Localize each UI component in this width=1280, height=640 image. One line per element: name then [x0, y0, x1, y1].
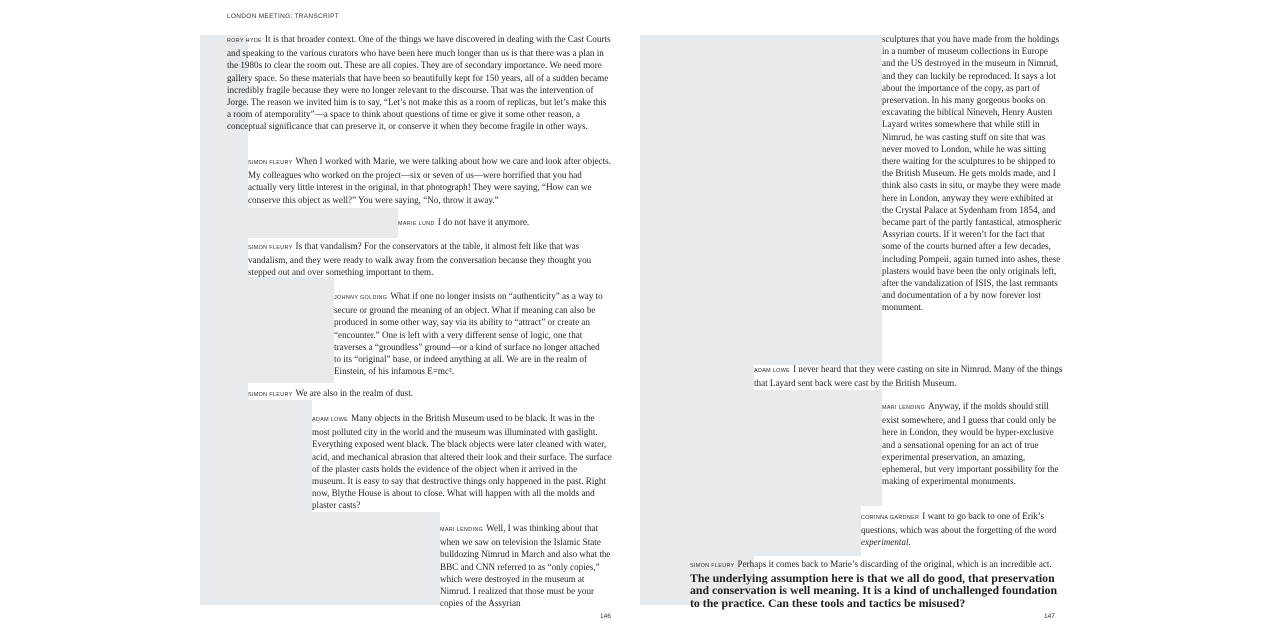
transcript-block: [312, 412, 612, 512]
speech-text: I never heard that they were casting on site in Nimrud. Many of the things that Layard sent back were cast by the British Museum.: [754, 364, 1063, 389]
running-head: LONDON MEETING: TRANSCRIPT: [227, 13, 340, 20]
speaker-name: RORY HYDE: [227, 38, 263, 44]
speaker-name: JOHNNY GOLDING: [334, 295, 388, 301]
transcript-block: [227, 33, 612, 133]
transcript-block: [861, 510, 1061, 549]
speech-text: Anyway, if the molds should still exist somewhere, and I guess that could only be here in London, they would be hyper-exclusive and a sensational opening for an act of true experimental preservation, an amazing, ephemeral, but very important possibility for the making of experimental monuments.: [882, 401, 1059, 487]
tint-panel: [312, 512, 440, 605]
transcript-block: [882, 400, 1062, 487]
speech-text: We are also in the realm of dust.: [295, 388, 413, 398]
tint-panel: [248, 208, 398, 238]
speech-text: I want to go back to one of Erik’s questions, which was about the forgetting of the word: [861, 511, 1057, 536]
speaker-name: ADAM LOWE: [754, 368, 791, 374]
speaker-name: MARI LENDING: [440, 527, 484, 533]
speaker-name: SIMON FLEURY: [248, 392, 293, 398]
pull-quote: The underlying assumption here is that we all do good, that preservation and conservation is well meaning. It is a kind of unchallenged foundation to the practice. Can these tools and tactics be misused?: [690, 571, 1058, 610]
speaker-name: SIMON FLEURY: [690, 563, 735, 569]
speech-text: Well, I was thinking about that when we saw on television the Islamic State bulldozing Nimrud in March and also what the BBC and CNN referred to as “only copies,” which were destroyed in the museum at Nimrud. I realized that those must be your copies of the Assyrian: [440, 523, 611, 609]
tint-panel: [640, 35, 882, 365]
tint-panel: [248, 400, 312, 605]
speaker-name: MARI LENDING: [882, 405, 926, 411]
speech-text: Is that vandalism? For the conservators at the table, it almost felt like that was vandalism, and they were ready to walk away from the conversation because they thought you stepped out and over something important to them.: [248, 241, 592, 278]
speaker-name: CORINNA GARDNER: [861, 515, 920, 521]
speaker-name: MARIE LUND: [398, 221, 435, 227]
speaker-name: SIMON FLEURY: [248, 245, 293, 251]
speech-text: Many objects in the British Museum used to be black. It was in the most polluted city in the world and the museum was illuminated with gaslight. Everything exposed went black. The black objects were later cleaned with water, acid, and mechanical abrasion that altered their look and their surface. The surface of the plaster casts holds the evidence of the object when it arrived in the museum. It is easy to say that destructive things only happened in the past. Right now, Blythe House is about to close. What will happen with all the molds and plaster casts?: [312, 413, 612, 511]
transcript-block: [248, 387, 612, 401]
transcript-block: [882, 33, 1062, 314]
tint-panel: [248, 277, 334, 383]
speaker-name: ADAM LOWE: [312, 417, 349, 423]
transcript-block: [248, 155, 612, 206]
speech-text: sculptures that you have made from the holdings in a number of museum collections in Europe and the US destroyed in the museum in Nimrud, and they can luckily be reproduced. It says a lot about the importance of the copy, as part of preservation. In his many gorgeous books on excavating the biblical Nineveh, Henry Austen Layard writes somewhere that while still in Nimrud, he was casting stuff on site that was never moved to London, while he was sitting there waiting for the sculptures to be shipped to the British Museum. He gets molds made, and I think also casts in situ, or maybe they were made here in London, anyway they were exhibited at the Crystal Palace at Sydenham from 1854, and became part of the partly fantastical, atmospheric Assyrian courts. If it weren’t for the fact that some of the courts burned after a few decades, including Pompeii, again turned into ashes, these plasters would have been the only originals left, after the vandalization of ISIS, the last remnants and documentation of a by now forever lost monument.: [882, 34, 1062, 313]
transcript-block: [248, 240, 612, 279]
emphasis-text: experimental.: [861, 537, 911, 548]
speaker-name: SIMON FLEURY: [248, 160, 293, 166]
tint-panel: [754, 506, 861, 556]
transcript-block: [690, 558, 1064, 609]
transcript-block: [334, 290, 608, 377]
speech-text: I do not have it anymore.: [437, 217, 530, 227]
transcript-block: [398, 216, 612, 230]
speech-text: When I worked with Marie, we were talking about how we care and look after objects. My colleagues who worked on the project—six or seven of us—were horrified that you had actually very little interest in the original, in that photograph! They were saying, “How can we conserve this object as well?” You were saying, “No, throw it away.”: [248, 156, 611, 205]
page-number: 146: [600, 613, 611, 620]
right-page: [640, 0, 1280, 640]
speech-text: It is that broader context. One of the things we have discovered in dealing with the Cast Courts and speaking to the various curators who have been here much longer than us is that there was a plan in the 1980s to clear the room out. These are all copies. They are of secondary importance. We need more gallery space. So these materials that have been so beautifully kept for 150 years, all of a sudden became incredibly fragile because they were no longer relevant to the discourse. That was the intervention of Jorge. The reason we invited him is to say, “Let’s not make this as a room of replicas, but let’s make this a room of atemporality”—a space to think about questions of time or give it some other reason, a conceptual significance that can preserve it, or conserve it when they become fragile in other ways.: [227, 34, 611, 132]
transcript-block: [440, 522, 612, 609]
speech-text: Perhaps it comes back to Marie’s discarding of the original, which is an incredible act.: [737, 559, 1052, 569]
tint-panel: [754, 390, 882, 506]
speech-text: What if one no longer insists on “authenticity” as a way to secure or ground the meaning of an object. What if meaning can also be produced in some other way, say via its ability to “attract” or create an “encounter.” One is left with a very different sense of logic, one that traverses a “groundless” ground—or a kind of surface no longer attached to its “original” base, or indeed anything at all. We are in the realm of Einstein, of his infamous E=mc².: [334, 291, 603, 377]
page-number: 147: [1044, 613, 1055, 620]
transcript-block: [754, 363, 1064, 389]
